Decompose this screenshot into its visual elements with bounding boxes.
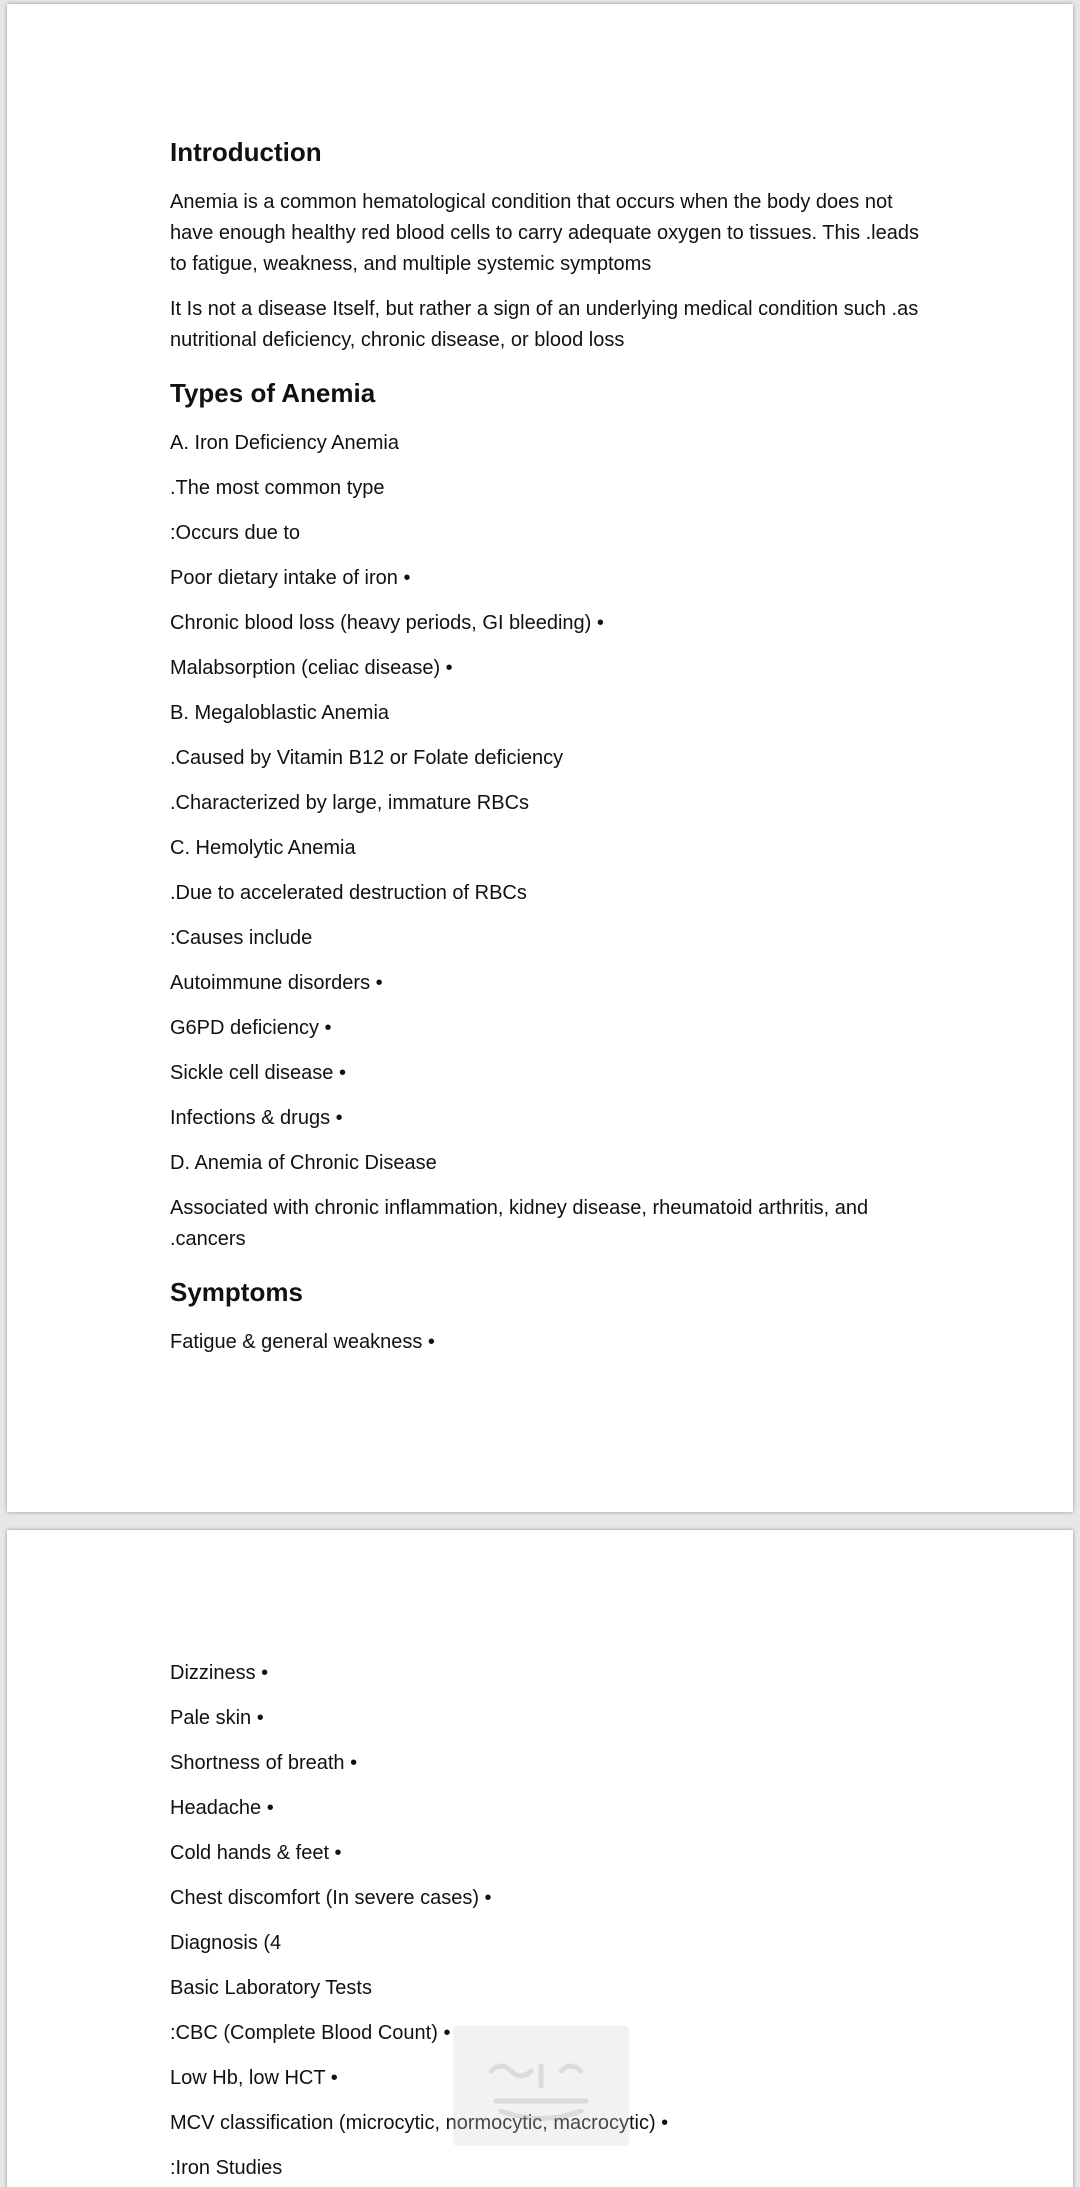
document-page-2 (7, 1530, 1073, 2187)
heading-types-of-anemia: Types of Anemia (170, 378, 376, 408)
text-line: .Due to accelerated destruction of RBCs (170, 882, 527, 904)
bullet-item: Pale skin • (170, 1707, 264, 1729)
bullet-item: Dizziness • (170, 1662, 269, 1684)
heading-symptoms: Symptoms (170, 1277, 303, 1307)
watermark-icon (471, 2041, 611, 2131)
watermark-stamp (453, 2026, 629, 2146)
text-line: .The most common type (170, 477, 385, 499)
type-megaloblastic-title: B. Megaloblastic Anemia (170, 702, 390, 724)
document-page-1 (7, 4, 1073, 1512)
type-hemolytic-title: C. Hemolytic Anemia (170, 837, 356, 859)
bullet-item: :CBC (Complete Blood Count) • (170, 2022, 451, 2044)
bullet-item: Chest discomfort (In severe cases) • (170, 1887, 492, 1909)
heading-introduction: Introduction (170, 137, 322, 167)
type-chronic-disease-title: D. Anemia of Chronic Disease (170, 1152, 437, 1174)
bullet-item: Infections & drugs • (170, 1107, 343, 1129)
text-line: .Characterized by large, immature RBCs (170, 792, 530, 814)
bullet-item: Autoimmune disorders • (170, 972, 383, 994)
bullet-item: Fatigue & general weakness • (170, 1331, 435, 1353)
type-iron-deficiency-title: A. Iron Deficiency Anemia (170, 432, 399, 454)
bullet-item: Shortness of breath • (170, 1752, 358, 1774)
bullet-item: Chronic blood loss (heavy periods, GI bleeding) • (170, 612, 604, 634)
bullet-item: Poor dietary intake of iron • (170, 567, 411, 589)
bullet-item: Sickle cell disease • (170, 1062, 346, 1084)
text-line: :Causes include (170, 927, 313, 949)
intro-paragraph-2: It Is not a disease Itself, but rather a sign of an underlying medical condition such .as nutritional deficiency, chronic disease, or blood loss (170, 298, 919, 351)
bullet-item: MCV classification (microcytic, normocytic, macrocytic) • (170, 2112, 669, 2134)
bullet-item: Headache • (170, 1797, 274, 1819)
bullet-item: Low Hb, low HCT • (170, 2067, 338, 2089)
bullet-item: Malabsorption (celiac disease) • (170, 657, 453, 679)
bullet-item: Cold hands & feet • (170, 1842, 342, 1864)
text-line: :Iron Studies (170, 2157, 283, 2179)
diagnosis-heading-line: Diagnosis (4 (170, 1932, 282, 1954)
page-1-content (170, 129, 930, 1372)
bullet-item: G6PD deficiency • (170, 1017, 332, 1039)
intro-paragraph-1: Anemia is a common hematological condition that occurs when the body does not have enough healthy red blood cells to carry adequate oxygen to tissues. This .leads to fatigue, weakness, and multiple systemic symptoms (170, 191, 919, 275)
chronic-disease-paragraph: Associated with chronic inflammation, kidney disease, rheumatoid arthritis, and .cancers (170, 1197, 869, 1250)
text-line: .Caused by Vitamin B12 or Folate deficiency (170, 747, 564, 769)
text-line: Basic Laboratory Tests (170, 1977, 372, 1999)
text-line: :Occurs due to (170, 522, 301, 544)
